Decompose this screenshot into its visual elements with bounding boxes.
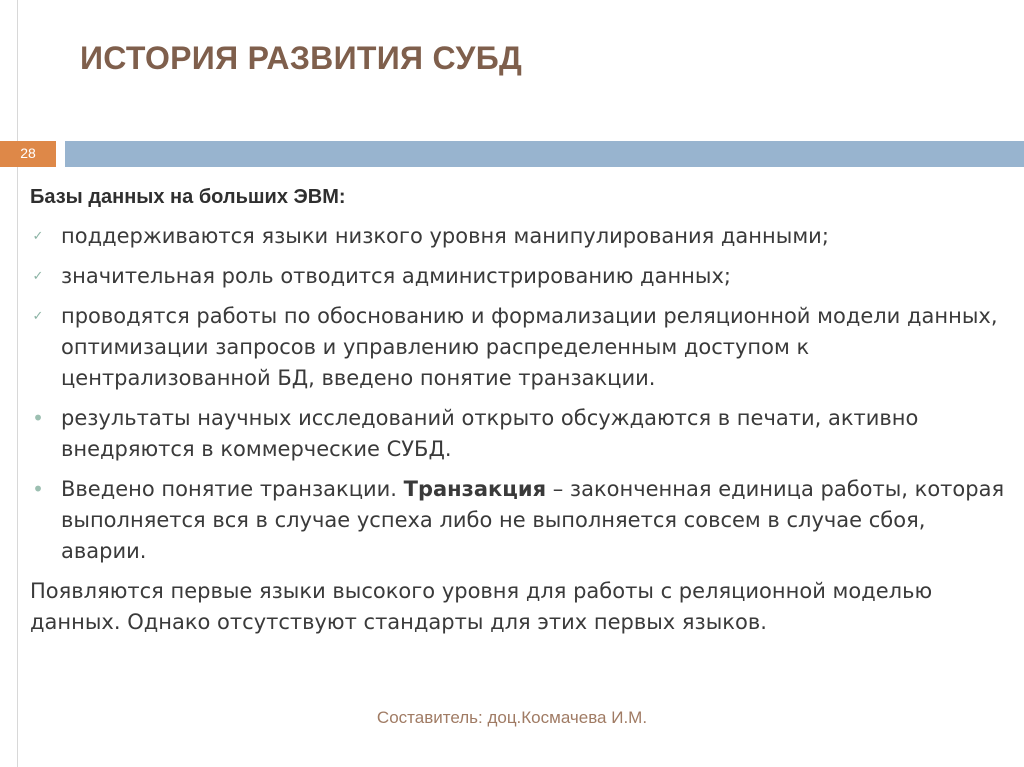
checkmark-icon: ✓ (32, 269, 44, 284)
slide-number-badge: 28 (0, 141, 56, 167)
left-vertical-rule (17, 0, 18, 767)
slide-title: ИСТОРИЯ РАЗВИТИЯ СУБД (80, 40, 523, 76)
list-item-text: проводятся работы по обоснованию и формализации реляционной модели данных, оптимизации запросов и управлению распределенным доступом к централизованной БД, введено понятие транзакции. (61, 304, 998, 390)
slide-content (30, 183, 1005, 638)
list-item (30, 261, 1005, 292)
list-item-text-after: – законченная единица работы, которая выполняется вся в случае успеха либо не выполняется совсем в случае сбоя, аварии. (61, 477, 1005, 563)
list-item (30, 474, 1005, 567)
footer-author: Составитель: доц.Космачева И.М. (376, 708, 648, 727)
transaction-term: Транзакция (403, 477, 547, 501)
bullet-dot-icon: • (32, 406, 44, 430)
list-item (30, 221, 1005, 252)
checkmark-icon: ✓ (32, 309, 44, 324)
list-item (30, 301, 1005, 394)
header-divider-bar (65, 141, 1024, 167)
list-item (30, 403, 1005, 465)
content-heading: Базы данных на больших ЭВМ: (30, 186, 346, 208)
list-item-text: результаты научных исследований открыто обсуждаются в печати, активно внедряются в коммерческие СУБД. (61, 406, 919, 461)
closing-paragraph: Появляются первые языки высокого уровня для работы с реляционной моделью данных. Однако отсутствуют стандарты для этих первых языков. (30, 579, 933, 634)
list-item-text: поддерживаются языки низкого уровня манипулирования данными; (61, 224, 829, 248)
bullet-list (30, 221, 1005, 567)
list-item-text-before: Введено понятие транзакции. (61, 477, 404, 501)
checkmark-icon: ✓ (32, 229, 44, 244)
list-item-text: значительная роль отводится администрированию данных; (61, 264, 731, 288)
bullet-dot-icon: • (32, 477, 44, 501)
